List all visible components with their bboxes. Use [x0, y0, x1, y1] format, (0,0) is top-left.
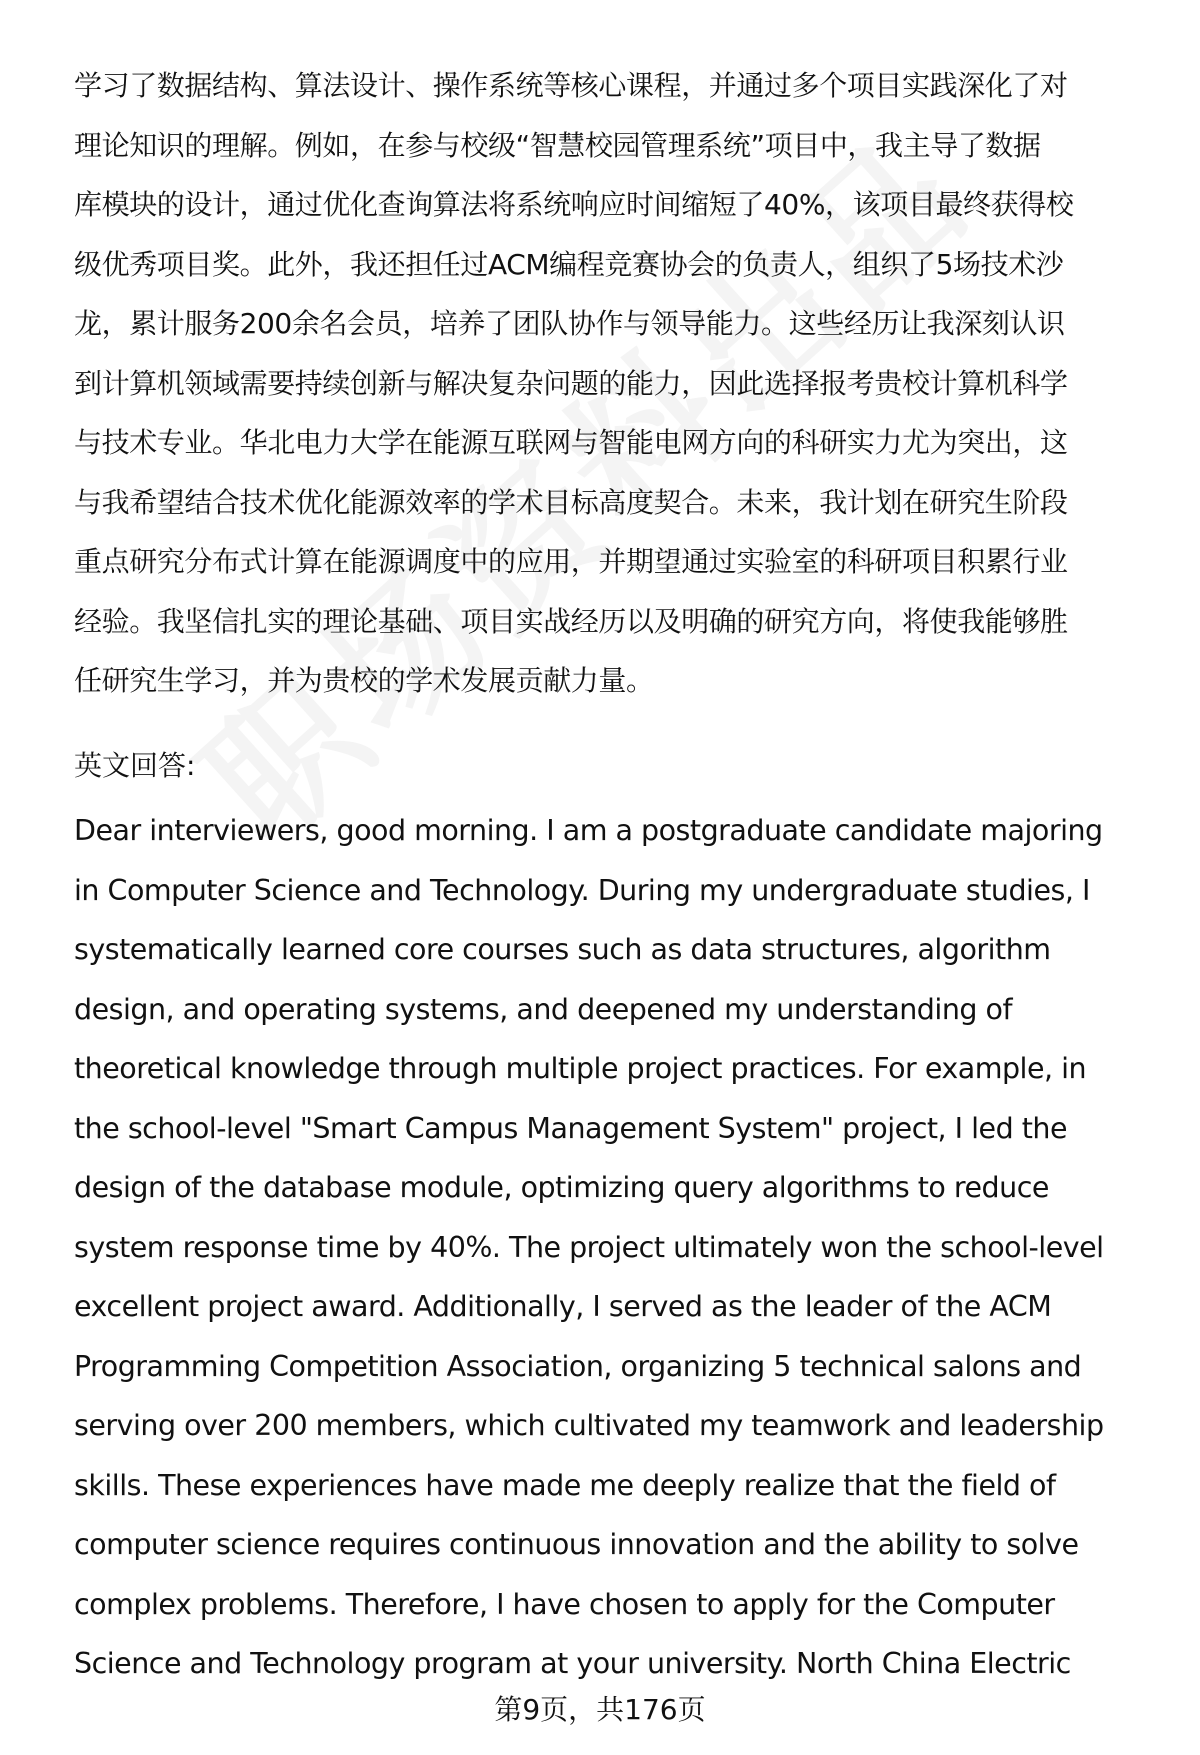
text-line: complex problems. Therefore, I have chosen to apply for the Computer — [74, 1587, 1055, 1621]
text-line: in Computer Science and Technology. During my undergraduate studies, I — [74, 873, 1090, 907]
text-line: excellent project award. Additionally, I served as the leader of the ACM — [74, 1290, 1052, 1323]
text-line: design of the database module, optimizing query algorithms to reduce — [74, 1171, 1049, 1204]
text-line: design, and operating systems, and deepened my understanding of — [74, 992, 1013, 1026]
text-line: 与我希望结合技术优化能源效率的学术目标高度契合。未来，我计划在研究生阶段 — [74, 485, 1068, 519]
text-line: serving over 200 members, which cultivated my teamwork and leadership — [74, 1409, 1104, 1442]
text-line: system response time by 40%. The project ultimately won the school-level — [74, 1230, 1104, 1264]
text-line: the school-level "Smart Campus Management System" project, I led the — [74, 1111, 1068, 1145]
text-line: 学习了数据结构、算法设计、操作系统等核心课程，并通过多个项目实践深化了对 — [74, 69, 1068, 102]
text-line: 重点研究分布式计算在能源调度中的应用，并期望通过实验室的科研项目积累行业 — [74, 545, 1068, 578]
chinese-answer-paragraph — [74, 56, 1154, 711]
text-line: skills. These experiences have made me deeply realize that the field of — [74, 1468, 1056, 1502]
text-line: computer science requires continuous innovation and the ability to solve — [74, 1528, 1079, 1561]
text-line: Science and Technology program at your university. North China Electric — [74, 1647, 1071, 1680]
english-answer-label: 英文回答: — [74, 749, 196, 782]
page-number-footer: 第9页，共176页 — [494, 1693, 706, 1726]
text-line: Dear interviewers, good morning. I am a postgraduate candidate majoring — [74, 814, 1103, 847]
text-line: theoretical knowledge through multiple project practices. For example, in — [74, 1052, 1087, 1085]
text-line: 经验。我坚信扎实的理论基础、项目实战经历以及明确的研究方向，将使我能够胜 — [74, 604, 1068, 638]
text-line: 级优秀项目奖。此外，我还担任过ACM编程竞赛协会的负责人，组织了5场技术沙 — [74, 247, 1064, 281]
text-line: 任研究生学习，并为贵校的学术发展贡献力量。 — [74, 664, 654, 697]
text-line: 龙，累计服务200余名会员，培养了团队协作与领导能力。这些经历让我深刻认识 — [74, 307, 1065, 340]
text-line: 到计算机领域需要持续创新与解决复杂问题的能力，因此选择报考贵校计算机科学 — [74, 366, 1068, 400]
text-line: 与技术专业。华北电力大学在能源互联网与智能电网方向的科研实力尤为突出，这 — [74, 426, 1068, 459]
english-answer-paragraph — [74, 801, 1174, 1694]
text-line: systematically learned core courses such as data structures, algorithm — [74, 933, 1051, 966]
text-line: 理论知识的理解。例如，在参与校级“智慧校园管理系统”项目中，我主导了数据 — [74, 128, 1041, 162]
text-line: Programming Competition Association, organizing 5 technical salons and — [74, 1349, 1082, 1383]
text-line: 库模块的设计，通过优化查询算法将系统响应时间缩短了40%，该项目最终获得校 — [74, 188, 1074, 221]
